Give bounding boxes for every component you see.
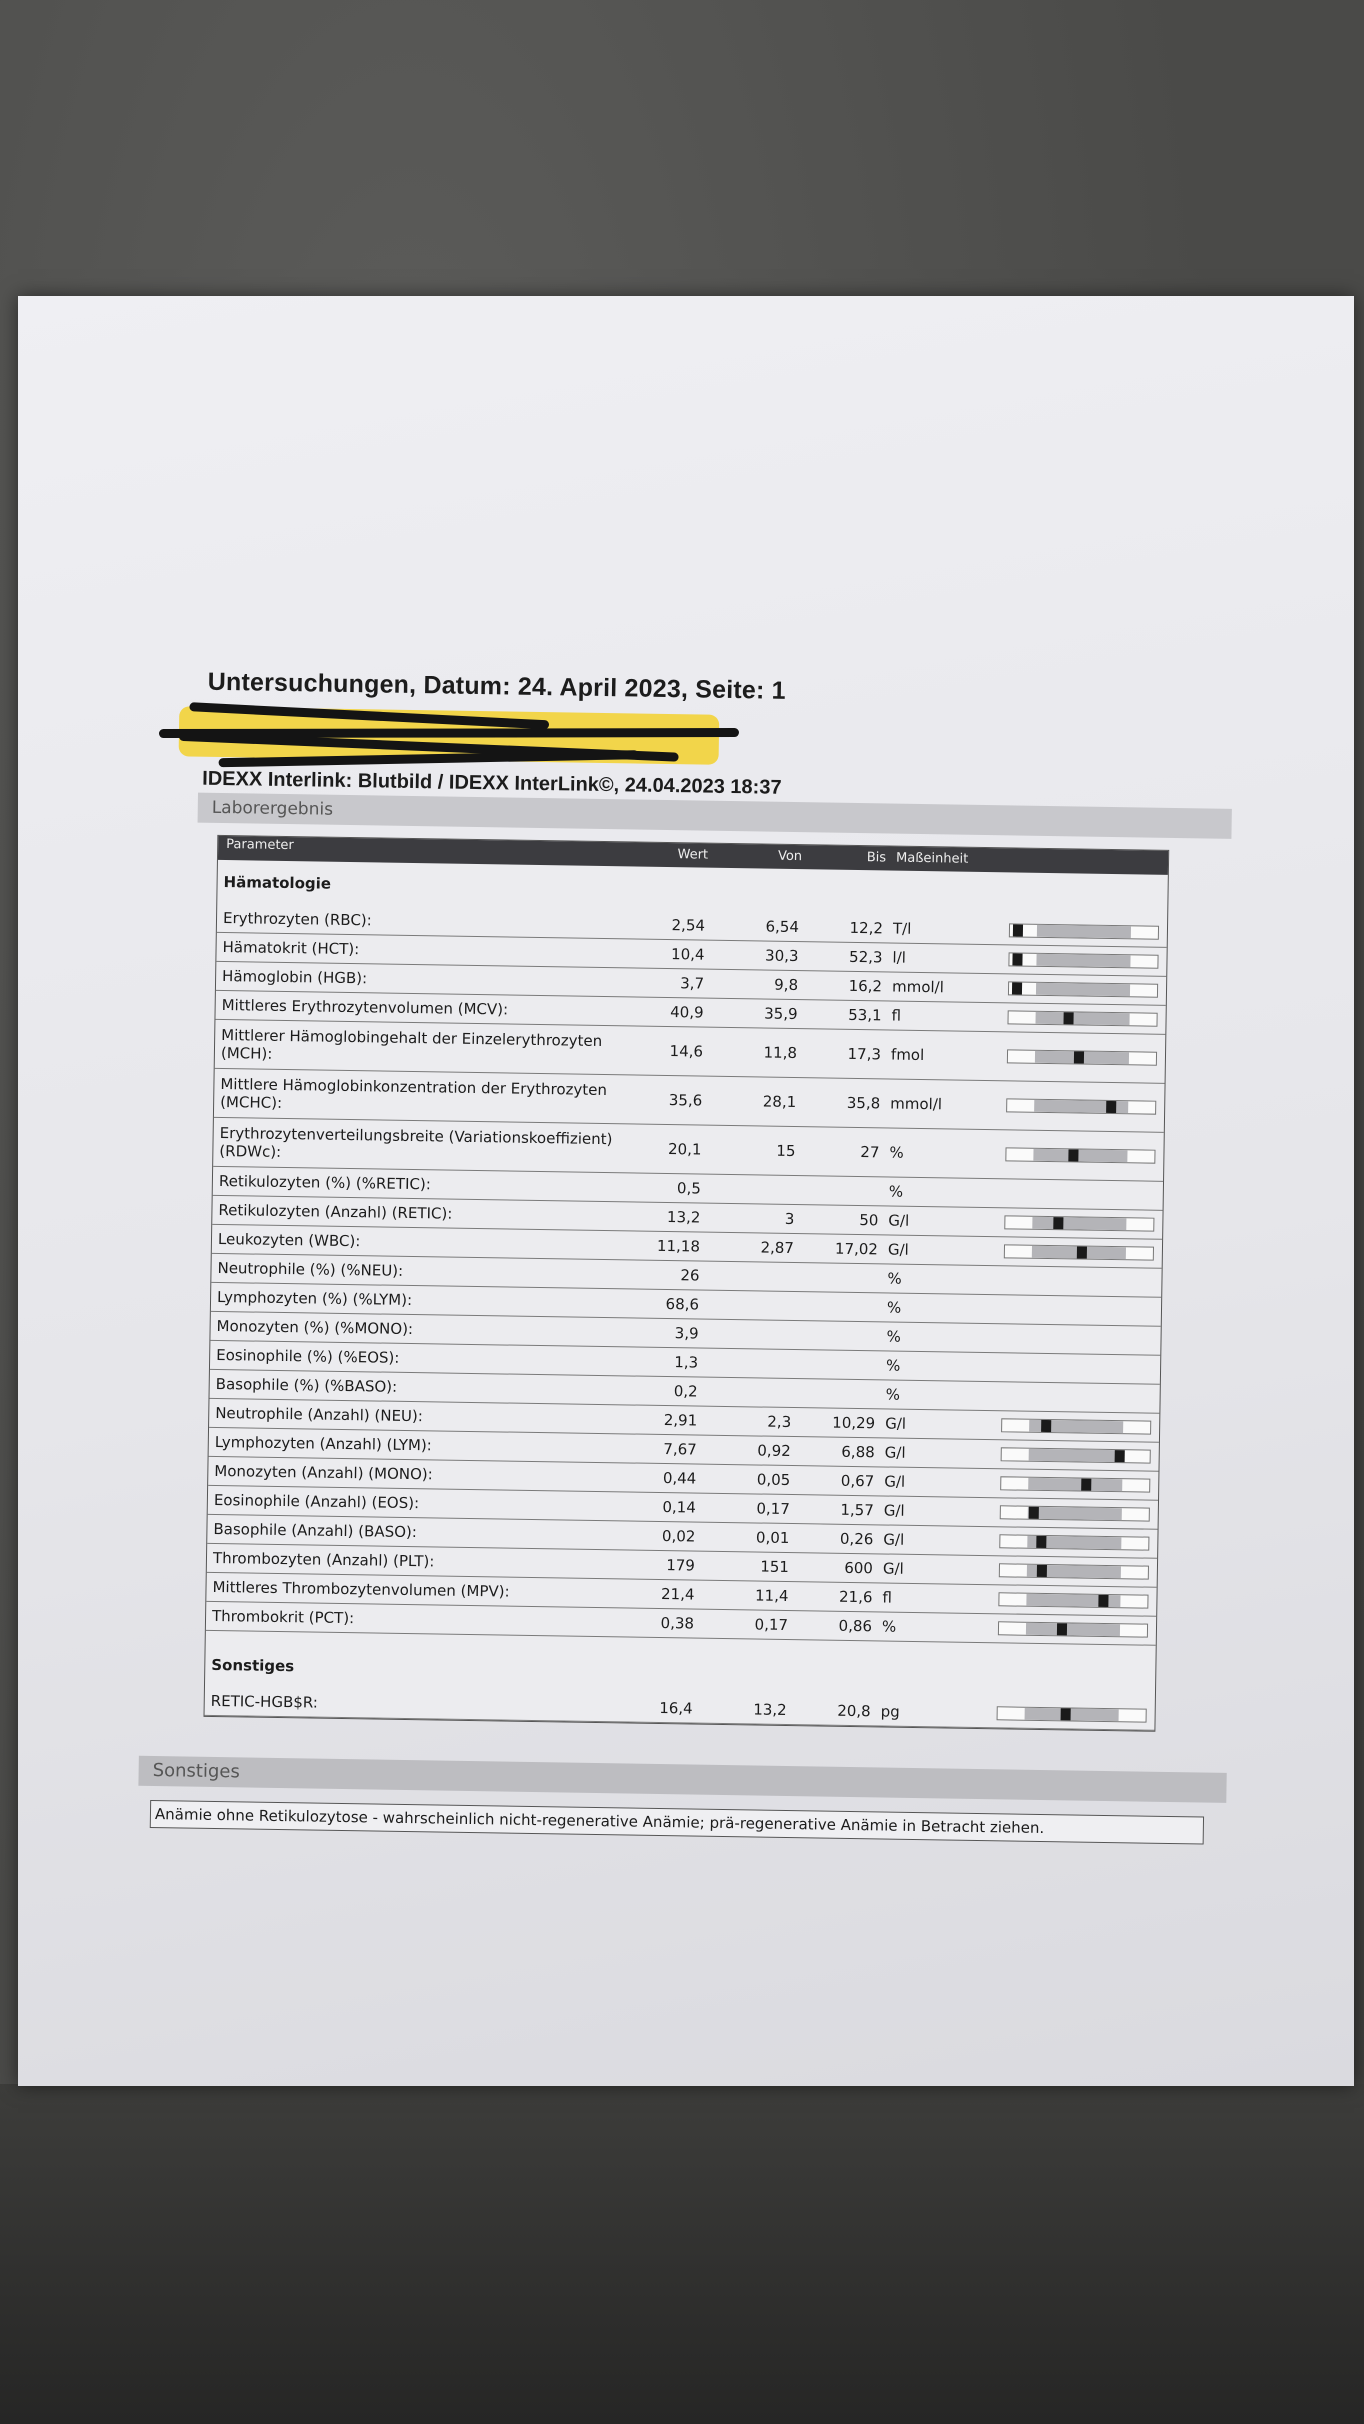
param-min: 0,01 bbox=[755, 1528, 790, 1547]
range-gauge bbox=[1008, 952, 1158, 968]
range-gauge bbox=[1004, 1244, 1154, 1260]
header-von: Von bbox=[777, 848, 803, 865]
param-unit: mmol/l bbox=[890, 1094, 943, 1114]
param-min: 9,8 bbox=[774, 975, 799, 995]
param-min: 0,17 bbox=[756, 1499, 790, 1518]
range-gauge bbox=[998, 1621, 1148, 1637]
lab-report bbox=[142, 666, 1240, 1845]
range-marker bbox=[1081, 1479, 1091, 1491]
param-name: Eosinophile (%) (%EOS): bbox=[216, 1345, 400, 1367]
param-name: Eosinophile (Anzahl) (EOS): bbox=[213, 1490, 420, 1513]
range-marker bbox=[1074, 1051, 1084, 1063]
range-marker bbox=[1063, 1012, 1073, 1024]
param-max: 10,29 bbox=[832, 1413, 876, 1433]
param-max: 0,86 bbox=[838, 1616, 873, 1636]
param-min: 6,54 bbox=[765, 917, 800, 937]
param-value: 2,91 bbox=[663, 1411, 698, 1430]
range-gauge bbox=[1001, 1447, 1151, 1463]
param-value: 0,2 bbox=[673, 1382, 698, 1401]
range-marker bbox=[1029, 1507, 1039, 1519]
param-unit: % bbox=[887, 1269, 902, 1288]
param-name: Monozyten (%) (%MONO): bbox=[216, 1316, 414, 1339]
param-min bbox=[699, 1305, 793, 1306]
param-name: Mittlerer Hämoglobingehalt der Einzelerythrozyten (MCH): bbox=[220, 1026, 603, 1063]
param-value: 0,44 bbox=[662, 1469, 697, 1488]
param-max: 0,26 bbox=[839, 1529, 874, 1549]
range-marker bbox=[1012, 982, 1022, 994]
param-value: 1,3 bbox=[674, 1353, 699, 1372]
range-marker bbox=[1041, 1420, 1051, 1432]
range-gauge bbox=[1000, 1505, 1150, 1521]
param-unit: G/l bbox=[885, 1414, 907, 1433]
param-max: 52,3 bbox=[848, 947, 883, 967]
range-gauge bbox=[1000, 1476, 1150, 1492]
param-unit: % bbox=[888, 1182, 904, 1201]
range-marker bbox=[1115, 1450, 1125, 1462]
param-min: 30,3 bbox=[764, 946, 799, 966]
range-gauge bbox=[1005, 1147, 1155, 1163]
param-min: 35,9 bbox=[764, 1004, 798, 1024]
param-name: Basophile (%) (%BASO): bbox=[215, 1374, 398, 1396]
paper-sheet bbox=[18, 296, 1354, 2086]
param-unit: % bbox=[886, 1298, 902, 1317]
param-min bbox=[699, 1334, 793, 1335]
group-hematology: Hämatologie bbox=[223, 873, 332, 893]
header-wert: Wert bbox=[677, 847, 709, 863]
range-marker bbox=[1036, 1536, 1046, 1548]
range-marker bbox=[1061, 1708, 1071, 1720]
param-unit: mmol/l bbox=[891, 977, 944, 997]
param-name: Mittleres Thrombozytenvolumen (MPV): bbox=[212, 1577, 510, 1601]
param-unit: % bbox=[885, 1385, 901, 1404]
param-value: 13,2 bbox=[666, 1208, 701, 1227]
range-marker bbox=[1068, 1149, 1078, 1161]
param-value: 40,9 bbox=[670, 1003, 704, 1022]
range-marker bbox=[1012, 953, 1022, 965]
report-subtitle: IDEXX Interlink: Blutbild / IDEXX InterLink©, 24.04.2023 18:37 bbox=[202, 767, 782, 799]
range-marker bbox=[1098, 1595, 1108, 1607]
range-marker bbox=[1077, 1246, 1087, 1258]
param-min: 11,4 bbox=[754, 1586, 789, 1605]
param-max bbox=[792, 1393, 876, 1394]
param-name: Monozyten (Anzahl) (MONO): bbox=[214, 1461, 433, 1484]
group-other: Sonstiges bbox=[211, 1655, 295, 1676]
param-value: 20,1 bbox=[667, 1140, 702, 1159]
param-min bbox=[698, 1363, 792, 1364]
param-value: 7,67 bbox=[663, 1440, 697, 1459]
param-min: 0,17 bbox=[754, 1615, 789, 1634]
param-unit: l/l bbox=[892, 948, 907, 967]
param-unit: fl bbox=[882, 1588, 893, 1607]
param-min bbox=[699, 1276, 793, 1277]
param-value: 0,02 bbox=[661, 1526, 696, 1546]
param-unit: G/l bbox=[888, 1211, 910, 1230]
range-marker bbox=[1037, 1565, 1047, 1577]
param-unit: G/l bbox=[882, 1559, 904, 1578]
param-name: Mittleres Erythrozytenvolumen (MCV): bbox=[221, 996, 509, 1019]
param-max: 20,8 bbox=[837, 1701, 871, 1721]
param-min: 15 bbox=[776, 1141, 796, 1161]
results-table bbox=[203, 835, 1169, 1732]
param-min: 2,3 bbox=[767, 1412, 792, 1432]
range-gauge bbox=[1007, 1010, 1157, 1026]
header-parameter: Parameter bbox=[226, 837, 294, 854]
param-name: Basophile (Anzahl) (BASO): bbox=[213, 1519, 418, 1542]
range-gauge bbox=[999, 1563, 1149, 1579]
param-min: 28,1 bbox=[762, 1092, 797, 1112]
range-gauge bbox=[1007, 1049, 1157, 1065]
param-max: 17,3 bbox=[847, 1044, 882, 1064]
param-unit: G/l bbox=[884, 1443, 906, 1462]
hematology-rows bbox=[206, 904, 1167, 1646]
report-title: Untersuchungen, Datum: 24. April 2023, Seite: 1 bbox=[207, 667, 786, 705]
param-name: Thrombozyten (Anzahl) (PLT): bbox=[212, 1548, 435, 1571]
param-value: 0,14 bbox=[662, 1497, 696, 1517]
header-unit: Maßeinheit bbox=[895, 850, 969, 867]
param-value: 3,9 bbox=[674, 1324, 699, 1343]
range-gauge bbox=[999, 1534, 1149, 1550]
param-value: 35,6 bbox=[668, 1091, 703, 1110]
param-value: 16,4 bbox=[659, 1698, 693, 1718]
param-value: 0,38 bbox=[660, 1613, 695, 1633]
param-unit: G/l bbox=[883, 1501, 905, 1520]
param-max: 12,2 bbox=[849, 918, 884, 938]
range-marker bbox=[1057, 1623, 1067, 1635]
param-min: 151 bbox=[760, 1557, 790, 1576]
param-max: 600 bbox=[844, 1558, 874, 1578]
param-unit: fl bbox=[891, 1006, 902, 1025]
param-max: 17,02 bbox=[834, 1239, 879, 1259]
param-name: Retikulozyten (Anzahl) (RETIC): bbox=[218, 1200, 453, 1223]
range-gauge bbox=[998, 1592, 1148, 1608]
param-name: Mittlere Hämoglobinkonzentration der Erythrozyten (MCHC): bbox=[220, 1075, 608, 1112]
param-value: 10,4 bbox=[670, 945, 705, 964]
param-min bbox=[698, 1392, 792, 1393]
range-gauge bbox=[1006, 1098, 1156, 1114]
param-name: Neutrophile (Anzahl) (NEU): bbox=[215, 1403, 424, 1426]
param-name: Retikulozyten (%) (%RETIC): bbox=[218, 1171, 431, 1194]
section-laborergebnis: Laborergebnis bbox=[198, 793, 1232, 839]
header-bis: Bis bbox=[866, 850, 887, 866]
range-gauge bbox=[997, 1706, 1147, 1722]
param-value: 21,4 bbox=[660, 1584, 695, 1604]
range-marker bbox=[1106, 1101, 1116, 1113]
range-gauge bbox=[1004, 1215, 1154, 1231]
param-min: 13,2 bbox=[753, 1700, 787, 1719]
range-gauge bbox=[1009, 923, 1159, 939]
param-value: 68,6 bbox=[665, 1295, 700, 1314]
param-max: 16,2 bbox=[848, 976, 883, 996]
param-unit: % bbox=[881, 1617, 897, 1636]
param-unit: pg bbox=[880, 1702, 900, 1721]
param-value: 3,7 bbox=[680, 974, 705, 993]
param-max: 35,8 bbox=[846, 1093, 881, 1113]
param-name: Neutrophile (%) (%NEU): bbox=[217, 1258, 404, 1280]
param-value: 0,5 bbox=[676, 1179, 702, 1198]
param-unit: fmol bbox=[890, 1045, 925, 1065]
param-value: 2,54 bbox=[671, 916, 706, 935]
param-max: 50 bbox=[859, 1211, 879, 1230]
param-name: RETIC-HGB$R: bbox=[210, 1691, 319, 1712]
notes-text: Anämie ohne Retikulozytose - wahrscheinlich nicht-regenerative Anämie; prä-regenerative Anämie in Betracht ziehen. bbox=[150, 1800, 1204, 1845]
carpet-background bbox=[0, 2084, 1364, 2424]
range-gauge bbox=[1008, 981, 1158, 997]
param-min: 0,05 bbox=[756, 1470, 791, 1489]
param-value: 11,18 bbox=[656, 1236, 701, 1256]
param-name: Leukozyten (WBC): bbox=[217, 1229, 361, 1251]
notes-header: Sonstiges bbox=[138, 1756, 1226, 1803]
param-value: 26 bbox=[680, 1266, 700, 1285]
param-unit: G/l bbox=[887, 1240, 909, 1259]
range-marker bbox=[1013, 924, 1023, 936]
param-name: Hämatokrit (HCT): bbox=[222, 938, 360, 959]
param-name: Hämoglobin (HGB): bbox=[221, 967, 368, 988]
param-min: 3 bbox=[784, 1209, 795, 1229]
param-max bbox=[795, 1190, 879, 1191]
param-max: 1,57 bbox=[840, 1500, 874, 1520]
param-name: Thrombokrit (PCT): bbox=[211, 1606, 355, 1628]
param-max: 27 bbox=[860, 1143, 880, 1162]
param-min: 0,92 bbox=[757, 1441, 791, 1461]
param-min: 11,8 bbox=[763, 1043, 798, 1063]
param-name: Erythrozytenverteilungsbreite (Variationskoeffizient) (RDWc): bbox=[219, 1123, 613, 1161]
param-unit: G/l bbox=[883, 1530, 905, 1549]
param-max: 0,67 bbox=[840, 1471, 875, 1491]
param-max: 6,88 bbox=[841, 1442, 875, 1462]
param-name: Erythrozyten (RBC): bbox=[222, 909, 372, 930]
param-unit: % bbox=[886, 1327, 901, 1346]
param-max bbox=[792, 1364, 876, 1365]
param-value: 179 bbox=[666, 1556, 696, 1575]
param-name: Lymphozyten (Anzahl) (LYM): bbox=[214, 1432, 432, 1455]
range-gauge bbox=[1001, 1418, 1151, 1434]
param-min: 2,87 bbox=[760, 1238, 795, 1258]
param-min bbox=[701, 1189, 795, 1190]
range-marker bbox=[1053, 1217, 1063, 1229]
param-unit: T/l bbox=[892, 919, 912, 938]
param-value: 14,6 bbox=[669, 1042, 704, 1061]
param-max bbox=[793, 1306, 877, 1307]
param-unit: G/l bbox=[884, 1472, 906, 1491]
param-max: 53,1 bbox=[848, 1005, 882, 1025]
param-name: Lymphozyten (%) (%LYM): bbox=[216, 1287, 413, 1310]
param-unit: % bbox=[889, 1143, 904, 1162]
param-max bbox=[793, 1277, 877, 1278]
param-max: 21,6 bbox=[838, 1587, 873, 1607]
param-unit: % bbox=[885, 1356, 901, 1375]
param-max bbox=[793, 1335, 877, 1336]
